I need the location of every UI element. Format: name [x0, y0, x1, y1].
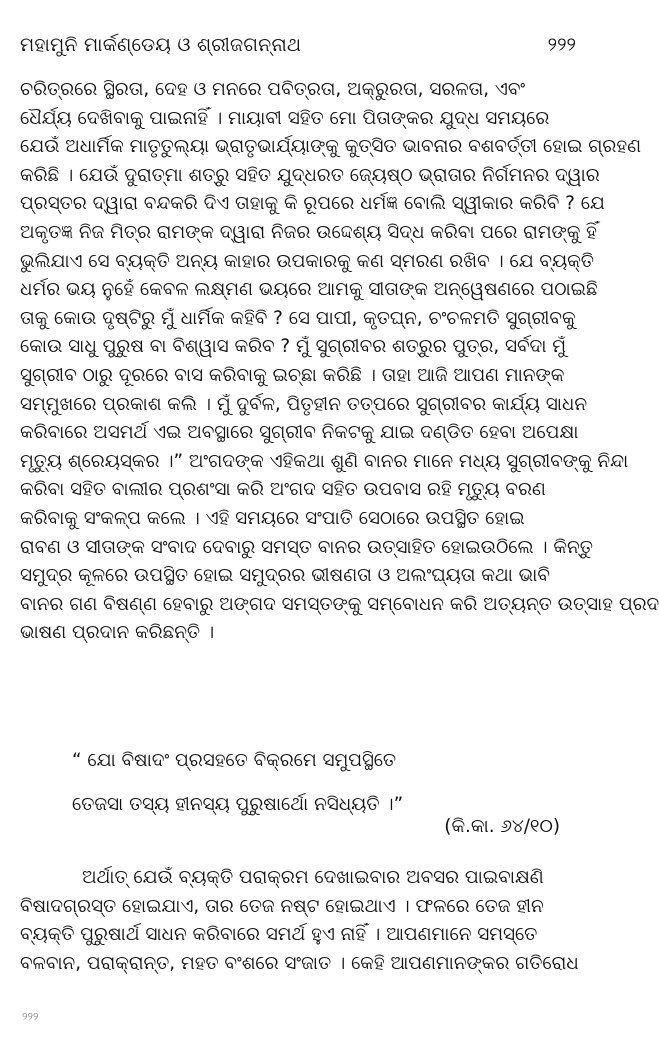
explanation-paragraph — [20, 864, 582, 978]
text-line: ଚରିତ୍ରରେ ସ୍ଥିରତା, ଦେହ ଓ ମନରେ ପବିତ୍ରତା, ଅକ୍ରୁରତା, ସରଳତା, ଏବଂ — [20, 79, 526, 100]
text-line: ଅକୃତଜ୍ଞ ନିଜ ମିତ୍ର ରାମଙ୍କ ଦ୍ୱାରା ନିଜର ଉଦ୍ଦେଶ୍ୟ ସିଦ୍ଧ କରିବା ପରେ ରାମଙ୍କୁ ହିଁ — [20, 221, 597, 243]
text-line: ସୁଗ୍ରୀବ ଠାରୁ ଦୂରରେ ବାସ କରିବାକୁ ଇଚ୍ଛା କରିଛି । ତାହା ଆଜି ଆପଣ ମାନଙ୍କ — [20, 364, 565, 386]
text-line: ମୃତ୍ୟୁ ଶ୍ରେୟସ୍କର ।” ଅଂଗଦଙ୍କ ଏହିକଥା ଶୁଣି ବାନର ମାନେ ମଧ୍ୟ ସୁଗ୍ରୀବଙ୍କୁ ନିନ୍ଦା — [20, 450, 629, 472]
text-line: କରିବାରେ ଅସମର୍ଥ ଏଇ ଅବସ୍ଥାରେ ସୁଗ୍ରୀବ ନିକଟକୁ ଯାଇ ଦଣ୍ଡିତ ହେବା ଅପେକ୍ଷା — [20, 422, 579, 444]
text-line: କରିବା ସହିତ ବାଲୀର ପ୍ରଶଂସା କରି ଅଂଗଦ ସହିତ ଉପବାସ ରହି ମୃତ୍ୟୁ ବରଣ — [20, 479, 546, 501]
verse-line: ତେଜସା ତସ୍ୟ ହୀନସ୍ୟ ପୁରୁଷାର୍ଥୋ ନସିଧ୍ୟତି ।” — [72, 794, 404, 815]
text-line: କୋଉ ସାଧୁ ପୁରୁଷ ବା ବିଶ୍ୱାସ କରିବ ? ମୁଁ ସୁଗ୍ରୀବର ଶତ୍ରୁର ପୁତ୍ର, ସର୍ବଦା ମୁଁ — [20, 336, 567, 358]
verse-citation: (କି.କା. ୬୪/୧୦) — [444, 816, 560, 837]
text-line: ଧୈର୍ଯ୍ୟ ଦେଖିବାକୁ ପାଇନାହିଁ । ମାୟାବୀ ସହିତ ମୋ ପିତାଙ୍କର ଯୁଦ୍ଧ ସମୟରେ — [20, 107, 550, 129]
text-line: ରାବଣ ଓ ସୀତାଙ୍କ ସଂବାଦ ଦେବାରୁ ସମସ୍ତ ବାନର ଉତ୍ସାହିତ ହୋଇଉଠିଲେ । କିନ୍ତୁ — [20, 536, 593, 558]
text-line: ବ୍ୟକ୍ତି ପୁରୁଷାର୍ଥ ସାଧନ କରିବାରେ ସମର୍ଥ ହୁଏ ନାହିଁ । ଆପଣମାନେ ସମସ୍ତେ — [20, 924, 538, 946]
text-line: କରିବାକୁ ସଂକଳ୍ପ କଲେ । ଏହି ସମୟରେ ସଂପାତି ସେଠାରେ ଉପସ୍ଥିତ ହୋଇ — [20, 507, 525, 529]
running-title: ମହାମୁନି ମାର୍କଣ୍ଡେୟ ଓ ଶ୍ରୀଜଗନ୍ନାଥ — [20, 34, 302, 56]
text-line: ସମ୍ମୁଖରେ ପ୍ରକାଶ କଲି । ମୁଁ ଦୁର୍ବଳ, ପିତୃହୀନ ତତ୍ପରେ ସୁଗ୍ରୀବର କାର୍ଯ୍ୟ ସାଧନ — [20, 393, 588, 415]
page-number: ୨୨୨ — [547, 34, 576, 56]
text-line: ତାକୁ କୋଉ ଦୃଷ୍ଟିରୁ ମୁଁ ଧାର୍ମିକ କହିବି ? ସେ ପାପୀ, କୃତଘ୍ନ, ଚଂଚଳମତି ସୁଗ୍ରୀବକୁ — [20, 307, 576, 329]
text-line: ଭାଷଣ ପ୍ରଦାନ କରିଛନ୍ତି । — [20, 622, 215, 644]
text-line: କରିଛି । ଯେଉଁ ଦୁରାତ୍ମା ଶତ୍ରୁ ସହିତ ଯୁଦ୍ଧରତ ଜ୍ୟେଷ୍ଠ ଭ୍ରାତାର ନିର୍ଗମନର ଦ୍ୱାର — [20, 164, 600, 186]
text-line: ଭୁଲିଯାଏ ସେ ବ୍ୟକ୍ତି ଅନ୍ୟ କାହାର ଉପକାରକୁ କଣ ସ୍ମରଣ ରଖିବ । ଯେ ବ୍ୟକ୍ତି — [20, 250, 594, 272]
text-line: ଅର୍ଥାତ୍ ଯେଉଁ ବ୍ୟକ୍ତି ପରାକ୍ରମ ଦେଖାଇବାର ଅବସର ପାଇବାକ୍ଷଣି — [82, 867, 544, 888]
sanskrit-verse — [72, 739, 572, 827]
footer-mark: ୨୨୨ — [22, 1010, 39, 1023]
text-line: ଧର୍ମର ଭୟ ନୁହେଁ କେବଳ ଲକ୍ଷ୍ମଣ ଭୟରେ ଆମକୁ ସୀତାଙ୍କ ଅନ୍ୱେଷଣରେ ପଠାଇଛି — [20, 279, 598, 301]
text-line: ବାନର ଗଣ ବିଷଣ୍ଣ ହେବାରୁ ଅଙ୍ଗଦ ସମସ୍ତଙ୍କୁ ସମ୍ବୋଧନ କରି ଅତ୍ୟନ୍ତ ଉତ୍ସାହ ପ୍ରଦ — [20, 593, 659, 615]
text-line: ବଳବାନ, ପରାକ୍ରାନ୍ତ, ମହତ ବଂଶରେ ସଂଜାତ । କେହି ଆପଣମାନଙ୍କର ଗତିରୋଧ — [20, 952, 579, 974]
text-line: ଯେଉଁ ଅଧାର୍ମିକ ମାତୃତୁଲ୍ୟା ଭ୍ରାତୃଭାର୍ଯ୍ୟାଙ୍କୁ କୁତ୍ସିତ ଭାବନାର ବଶବର୍ତ୍ତୀ ହୋଇ ଗ୍ରହଣ — [20, 136, 641, 158]
text-line: ପ୍ରସ୍ତର ଦ୍ୱାରା ବନ୍ଦକରି ଦିଏ ତାହାକୁ କି ରୂପରେ ଧର୍ମଜ୍ଞ ବୋଲି ସ୍ୱୀକାର କରିବି ? ଯେ — [20, 193, 605, 215]
verse-line: “ ଯୋ ବିଷାଦଂ ପ୍ରସହତେ ବିକ୍ରମେ ସମୁପସ୍ଥିତେ — [72, 750, 397, 771]
text-line: ସମୁଦ୍ର କୂଳରେ ଉପସ୍ଥିତ ହୋଇ ସମୁଦ୍ରର ଭୀଷଣତା ଓ ଅଲଂଘ୍ୟତା କଥା ଭାବି — [20, 565, 550, 587]
text-line: ବିଷାଦଗ୍ରସ୍ତ ହୋଇଯାଏ, ତାର ତେଜ ନଷ୍ଟ ହୋଇଥାଏ । ଫଳରେ ତେଜ ହୀନ — [20, 895, 544, 917]
main-paragraph — [20, 76, 659, 648]
